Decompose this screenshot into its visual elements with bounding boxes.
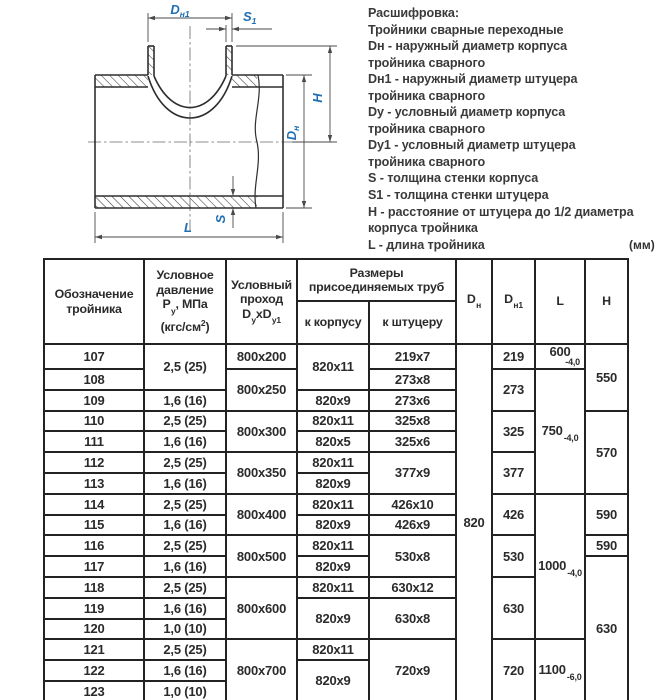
- cell-l: $750_{-4,0}$: [535, 369, 585, 494]
- cell-pressure: 1,6 (16): [144, 660, 226, 681]
- dim-label-l: L: [184, 220, 192, 235]
- header-row-1: [44, 259, 628, 301]
- cell-dn1: 426: [492, 494, 535, 536]
- cell-branch-pipe: 273x8: [369, 369, 456, 390]
- cell-dn1: 273: [492, 369, 535, 411]
- cell-branch-pipe: 325x6: [369, 431, 456, 452]
- cell-id: 108: [44, 369, 144, 390]
- cell-body-pipe: 820x11: [297, 639, 369, 660]
- cell-id: 122: [44, 660, 144, 681]
- legend-line: Dн1 - наружный диаметр штуцера: [368, 72, 578, 87]
- cell-body-pipe: 820x9: [297, 473, 369, 494]
- cell-pass: 800x250: [226, 369, 297, 411]
- table-row: [44, 494, 628, 515]
- cell-branch-pipe: 530x8: [369, 535, 456, 577]
- cell-branch-pipe: 325x8: [369, 411, 456, 432]
- cell-id: 120: [44, 619, 144, 640]
- cell-body-pipe: 820x9: [297, 556, 369, 577]
- cell-dn1: 219: [492, 344, 535, 369]
- col-header-to-branch: к штуцеру: [369, 301, 456, 344]
- cell-body-pipe: 820x9: [297, 390, 369, 411]
- cell-pass: 800x300: [226, 411, 297, 453]
- cell-dn1: 720: [492, 639, 535, 700]
- cell-pass: 800x500: [226, 535, 297, 577]
- cell-pressure: 1,6 (16): [144, 431, 226, 452]
- cell-id: 116: [44, 535, 144, 556]
- cell-pressure: 1,6 (16): [144, 390, 226, 411]
- cell-body-pipe: 820x9: [297, 515, 369, 536]
- spec-table: [43, 258, 629, 700]
- units-label: (мм): [629, 238, 655, 252]
- cell-branch-pipe: 426x10: [369, 494, 456, 515]
- cell-pressure: 2,5 (25): [144, 535, 226, 556]
- cell-dn1: 325: [492, 411, 535, 453]
- cell-pressure: 2,5 (25): [144, 344, 226, 390]
- cell-dn: 820: [456, 344, 492, 700]
- cell-pass: 800x600: [226, 577, 297, 639]
- cell-dn1: 530: [492, 535, 535, 577]
- legend-line: S1 - толщина стенки штуцера: [368, 188, 549, 203]
- col-header-l: L: [535, 259, 585, 344]
- cell-body-pipe: 820x11: [297, 344, 369, 390]
- cell-id: 111: [44, 431, 144, 452]
- cell-branch-pipe: 630x8: [369, 598, 456, 640]
- legend-line: Расшифровка:: [368, 6, 459, 20]
- cell-id: 119: [44, 598, 144, 619]
- cell-h: 590: [585, 494, 628, 536]
- cell-body-pipe: 820x11: [297, 411, 369, 432]
- col-header-to-body: к корпусу: [297, 301, 369, 344]
- cell-id: 109: [44, 390, 144, 411]
- col-header-dn: $D_н$: [456, 259, 492, 344]
- col-header-pressure: Условное давление $P_у$, МПа $(кгс/см^2)$: [144, 259, 226, 344]
- cell-dn1: 377: [492, 452, 535, 494]
- dim-label-s1: $S_1$: [243, 9, 257, 26]
- legend-line: L - длина тройника: [368, 237, 485, 252]
- legend-line: S - толщина стенки корпуса: [368, 171, 539, 186]
- cell-id: 113: [44, 473, 144, 494]
- cell-h: 570: [585, 411, 628, 494]
- dim-label-h: H: [310, 93, 325, 103]
- tee-outline: [95, 46, 283, 208]
- legend: [368, 5, 664, 253]
- cell-id: 107: [44, 344, 144, 369]
- legend-line: Тройники сварные переходные: [368, 22, 564, 37]
- legend-line: Dу1 - условный диаметр штуцера: [368, 138, 576, 153]
- dim-label-dn1-icon: $D_{н1}$: [170, 2, 190, 19]
- cell-id: 110: [44, 411, 144, 432]
- cell-l: 600 $_{-4,0}$: [535, 344, 585, 369]
- cell-body-pipe: 820x5: [297, 431, 369, 452]
- cell-id: 115: [44, 515, 144, 536]
- col-header-dn1: $D_{н1}$: [492, 259, 535, 344]
- cell-pressure: 2,5 (25): [144, 639, 226, 660]
- cell-pass: 800x700: [226, 639, 297, 700]
- cell-dn1: 630: [492, 577, 535, 639]
- table-row: [44, 344, 628, 369]
- cell-id: 121: [44, 639, 144, 660]
- legend-line: Dу - условный диаметр корпуса: [368, 105, 566, 120]
- cell-pressure: 1,0 (10): [144, 681, 226, 700]
- cell-pressure: 1,6 (16): [144, 598, 226, 619]
- cell-id: 118: [44, 577, 144, 598]
- cell-body-pipe: 820x9: [297, 598, 369, 640]
- cell-id: 114: [44, 494, 144, 515]
- table-row: [44, 639, 628, 660]
- cell-h: 630: [585, 556, 628, 700]
- legend-line: H - расстояние от штуцера до 1/2 диаметра: [368, 204, 634, 219]
- cell-pressure: 2,5 (25): [144, 452, 226, 473]
- cell-body-pipe: 820x11: [297, 535, 369, 556]
- cell-body-pipe: 820x9: [297, 660, 369, 700]
- col-header-designation: Обозначение тройника: [44, 259, 144, 344]
- legend-line: тройника сварного: [368, 121, 486, 136]
- cell-pressure: 2,5 (25): [144, 577, 226, 598]
- cell-body-pipe: 820x11: [297, 494, 369, 515]
- cell-pressure: 1,6 (16): [144, 515, 226, 536]
- cell-pressure: 2,5 (25): [144, 494, 226, 515]
- cell-branch-pipe: 426x9: [369, 515, 456, 536]
- cell-pressure: 1,0 (10): [144, 619, 226, 640]
- cell-branch-pipe: 273x6: [369, 390, 456, 411]
- legend-line: корпуса тройника: [368, 221, 478, 236]
- cell-body-pipe: 820x11: [297, 577, 369, 598]
- cell-id: 123: [44, 681, 144, 700]
- cell-pass: 800x350: [226, 452, 297, 494]
- legend-line: тройника сварного: [368, 55, 486, 70]
- cell-id: 112: [44, 452, 144, 473]
- cell-pressure: 2,5 (25): [144, 411, 226, 432]
- cell-pressure: 1,6 (16): [144, 473, 226, 494]
- cell-l: $1100_{-6,0}$: [535, 639, 585, 700]
- cell-h: 590: [585, 535, 628, 556]
- col-header-pipe-sizes: Размеры присоединяемых труб: [297, 259, 456, 301]
- cell-pass: 800x200: [226, 344, 297, 369]
- cell-id: 117: [44, 556, 144, 577]
- dim-label-dn: $D_н$: [284, 125, 301, 141]
- cell-pressure: 1,6 (16): [144, 556, 226, 577]
- cell-pass: 800x400: [226, 494, 297, 536]
- col-header-h: H: [585, 259, 628, 344]
- cell-body-pipe: 820x11: [297, 452, 369, 473]
- dim-label-s: S: [213, 214, 228, 224]
- legend-line: тройника сварного: [368, 88, 486, 103]
- tee-drawing: [0, 0, 350, 255]
- legend-line: Dн - наружный диаметр корпуса: [368, 39, 568, 54]
- cell-branch-pipe: 720x9: [369, 639, 456, 700]
- cell-branch-pipe: 630x12: [369, 577, 456, 598]
- legend-line: тройника сварного: [368, 154, 486, 169]
- cell-branch-pipe: 219x7: [369, 344, 456, 369]
- cell-h: 550: [585, 344, 628, 411]
- cell-branch-pipe: 377x9: [369, 452, 456, 494]
- cell-l: $1000_{-4,0}$: [535, 494, 585, 640]
- col-header-pass: Условный проход $D_уxD_{у1}$: [226, 259, 297, 344]
